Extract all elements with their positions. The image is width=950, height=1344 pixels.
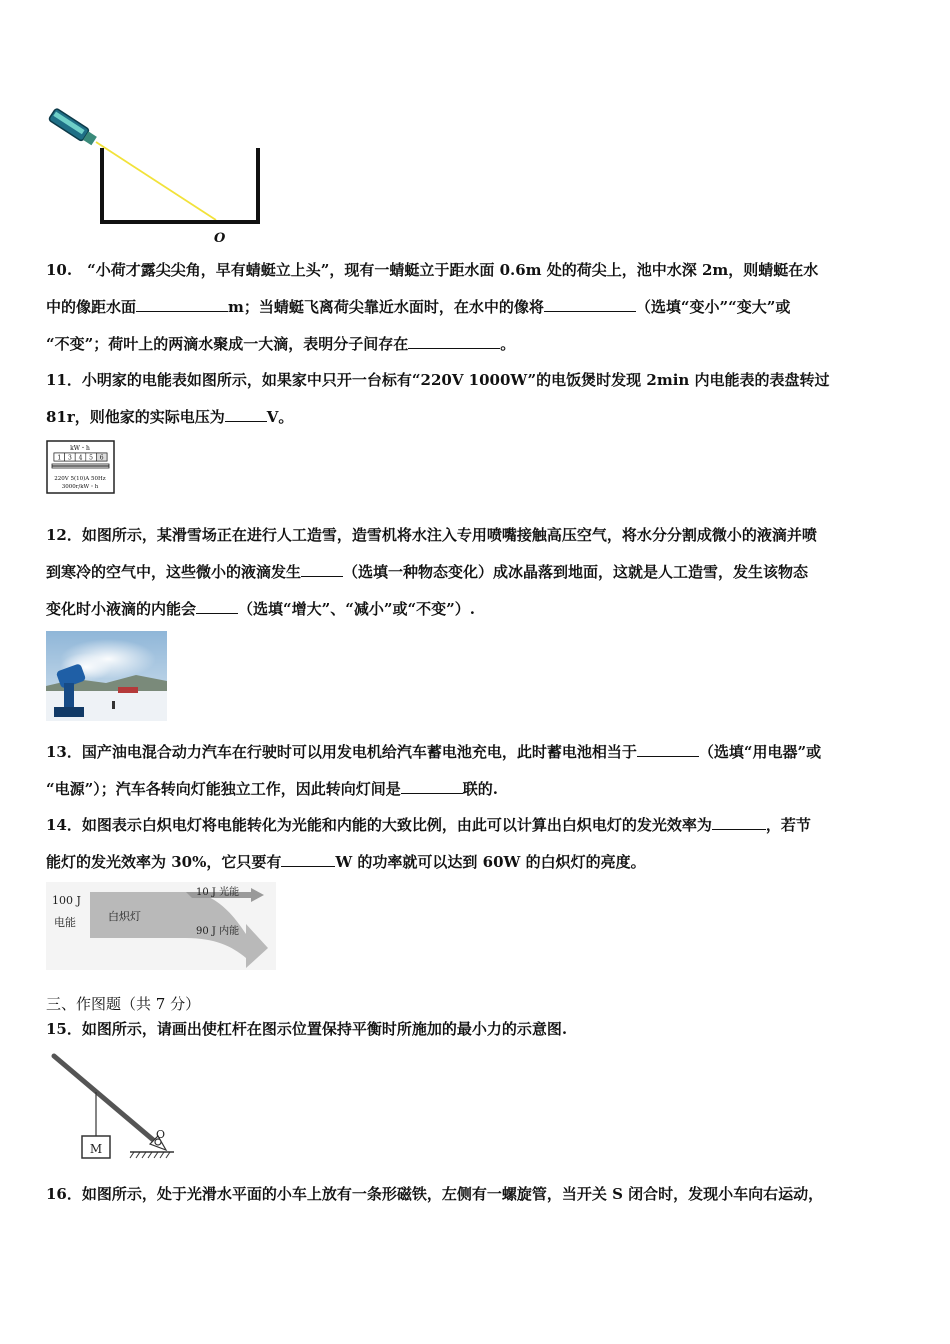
q13-line1: 13．国产油电混合动力汽车在行驶时可以用发电机给汽车蓄电池充电，此时蓄电池相当于 （选填“用电器”或 bbox=[46, 734, 906, 771]
section-3-heading: 三、作图题（共 7 分） bbox=[46, 995, 201, 1013]
q12-line3: 变化时小液滴的内能会 （选填“增大”、“减小”或“不变”）. bbox=[46, 591, 906, 628]
question-15 bbox=[46, 1011, 906, 1048]
q15-line1: 15．如图所示，请画出使杠杆在图示位置保持平衡时所施加的最小力的示意图. bbox=[46, 1020, 568, 1038]
electric-meter-figure bbox=[46, 440, 116, 494]
meter-digit: 6 bbox=[99, 454, 104, 462]
meter-digit: 5 bbox=[89, 454, 94, 462]
question-13 bbox=[46, 734, 906, 808]
lever-figure bbox=[46, 1050, 176, 1165]
q11-line1: 11．小明家的电能表如图所示，如果家中只开一台标有“220V 1000W”的电饭煲时发现 2min 内电能表的表盘转过 bbox=[46, 371, 830, 389]
q13-blank-1[interactable] bbox=[637, 738, 699, 757]
q14-blank-2[interactable] bbox=[281, 848, 335, 867]
meter-digit: 1 bbox=[57, 454, 62, 462]
energy-flow-figure bbox=[46, 882, 276, 970]
energy-heat-output: 90 J 内能 bbox=[196, 926, 240, 937]
energy-light-output: 10 J 光能 bbox=[196, 887, 240, 898]
q10-blank-3[interactable] bbox=[408, 330, 500, 349]
meter-unit: kW・h bbox=[70, 445, 90, 452]
mass-label: M bbox=[89, 1142, 103, 1156]
meter-digit: 4 bbox=[78, 454, 83, 462]
q10-blank-1[interactable] bbox=[136, 293, 228, 312]
q12-line2: 到寒冷的空气中，这些微小的液滴发生 （选填一种物态变化）成冰晶落到地面，这就是人工造雪，发生该物态 bbox=[46, 554, 906, 591]
q10-blank-2[interactable] bbox=[544, 293, 636, 312]
q12-blank-1[interactable] bbox=[301, 558, 343, 577]
q11-line2: 81r，则他家的实际电压为 V。 bbox=[46, 399, 906, 436]
meter-rate: 3000r/kW・h bbox=[61, 484, 99, 490]
question-11 bbox=[46, 362, 906, 436]
meter-spec: 220V 5(10)A 50Hz bbox=[54, 476, 106, 482]
q14-line2: 能灯的发光效率为 30%，它只要有 W 的功率就可以达到 60W 的白炽灯的亮度。 bbox=[46, 844, 906, 881]
q10-line1: 10. “小荷才露尖尖角，早有蜻蜓立上头”，现有一蜻蜓立于距水面 0.6m 处的荷尖上，池中水深 2m，则蜻蜓在水 bbox=[46, 261, 819, 279]
question-14 bbox=[46, 807, 906, 881]
q16-line1: 16．如图所示，处于光滑水平面的小车上放有一条形磁铁，左侧有一螺旋管，当开关 S 闭合时，发现小车向右运动， bbox=[46, 1185, 824, 1203]
q13-blank-2[interactable] bbox=[401, 775, 463, 794]
q12-blank-2[interactable] bbox=[196, 595, 238, 614]
point-o-label: O bbox=[214, 231, 226, 246]
q11-blank-1[interactable] bbox=[225, 403, 267, 422]
q10-line3: “不变”；荷叶上的两滴水聚成一大滴，表明分子间存在 。 bbox=[46, 326, 906, 363]
snow-machine-photo bbox=[46, 631, 167, 721]
pivot-label: O bbox=[156, 1128, 166, 1141]
q14-line1: 14．如图表示白炽电灯将电能转化为光能和内能的大致比例，由此可以计算出白炽电灯的发光效率为 ，若节 bbox=[46, 807, 906, 844]
q12-line1: 12．如图所示，某滑雪场正在进行人工造雪，造雪机将水注入专用喷嘴接触高压空气，将水分分割成微小的液滴并喷 bbox=[46, 526, 817, 544]
meter-digit: 3 bbox=[67, 454, 72, 462]
q13-line2: “电源”）；汽车各转向灯能独立工作，因此转向灯间是 联的. bbox=[46, 771, 906, 808]
energy-input-label: 电能 bbox=[54, 916, 76, 929]
q10-line2: 中的像距水面 m；当蜻蜓飞离荷尖靠近水面时，在水中的像将 （选填“变小”“变大”或 bbox=[46, 289, 906, 326]
energy-input-value: 100 J bbox=[52, 894, 81, 907]
question-12 bbox=[46, 517, 906, 628]
light-into-tank-figure bbox=[46, 96, 276, 248]
energy-device-label: 白炽灯 bbox=[108, 910, 141, 923]
question-10 bbox=[46, 252, 906, 363]
q14-blank-1[interactable] bbox=[712, 811, 766, 830]
question-16 bbox=[46, 1176, 906, 1213]
